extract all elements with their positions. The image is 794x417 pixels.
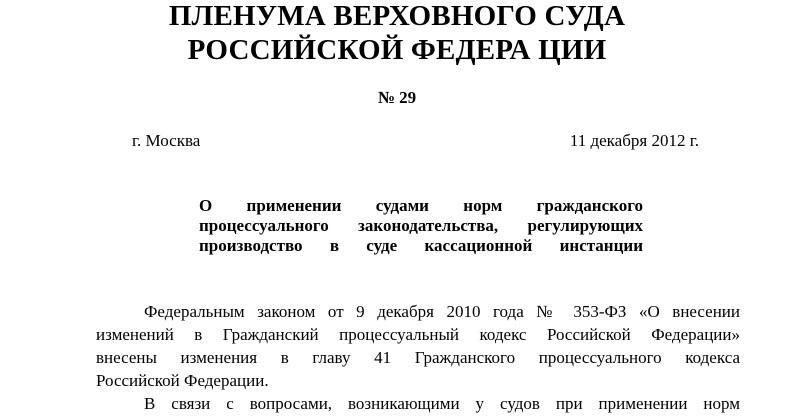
date-of-issue: 11 декабря 2012 г. [569,131,699,150]
header-line-2: РОССИЙСКОЙ ФЕДЕРА ЦИИ [187,34,607,66]
title-line: процессуального законодательства, регулирующих [199,216,643,235]
body-line: изменений в Гражданский процессуальный кодекс Российской Федерации» [96,325,740,344]
body-text [96,300,740,415]
body-line: Федеральным законом от 9 декабря 2010 года № 353-ФЗ «О внесении [144,302,740,321]
resolution-number: № 29 [377,88,417,107]
place-of-issue: г. Москва [132,131,201,150]
title-line: О применении судами норм гражданского [199,196,643,215]
body-line: внесены изменения в главу 41 Гражданского процессуального кодекса [96,348,740,367]
body-line: В связи с вопросами, возникающими у судов при применении норм [144,394,740,413]
title-line: производство в суде кассационной инстанции [199,236,643,255]
resolution-title [199,196,643,256]
header-line-1: ПЛЕНУМА ВЕРХОВНОГО СУДА [168,0,626,32]
body-line: Российской Федерации. [96,371,269,390]
